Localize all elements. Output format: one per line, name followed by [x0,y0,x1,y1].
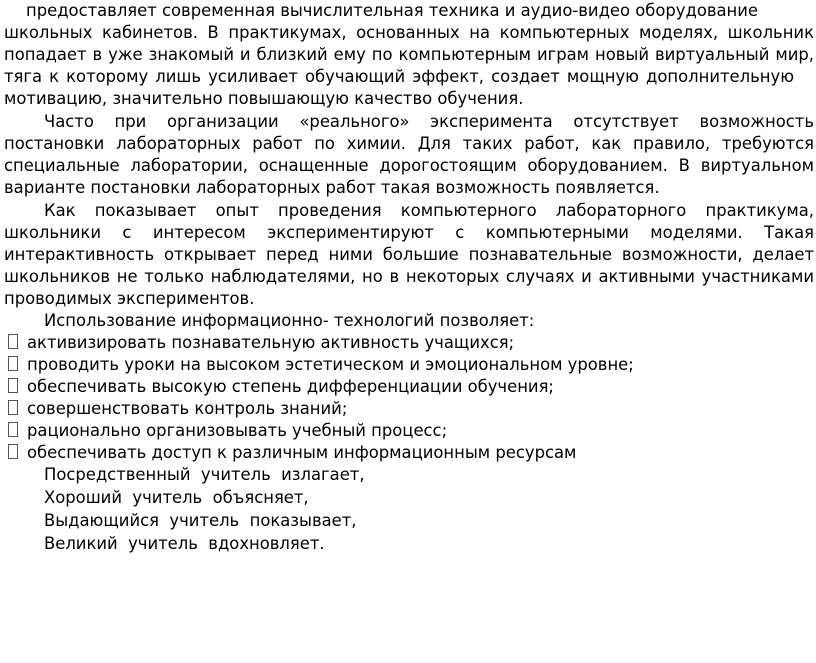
paragraph-2-line-4: варианте постановки лабораторных работ такая возможность появляется. [4,178,660,197]
bullet-box-icon [8,422,18,437]
list-item-text: обеспечивать высокую степень дифференциации обучения; [27,377,554,396]
list-item-text: обеспечивать доступ к различным информационным ресурсам [27,443,577,462]
bullet-box-icon [8,356,18,371]
bullet-box-icon [8,334,18,349]
paragraph-2-line-2: постановки лабораторных работ по химии. Для таких работ, как правило, требуются [4,134,814,153]
list-item-text: активизировать познавательную активность учащихся; [27,333,515,352]
bullet-box-icon [8,378,18,393]
list-item [8,420,447,442]
list-intro: Использование информационно- технологий позволяет: [44,311,535,330]
paragraph-2-line-3: специальные лаборатории, оснащенные дорогостоящим оборудованием. В виртуальном [4,156,814,175]
list-item [8,332,514,354]
list-item-text: рационально организовывать учебный процесс; [27,421,448,440]
paragraph-1-line-5: мотивацию, значительно повышающую качество обучения. [4,89,524,108]
quote-line-4: Великий учитель вдохновляет. [44,534,325,553]
paragraph-2-line-1: Часто при организации «реального» эксперимента отсутствует возможность [44,112,814,131]
list-item [8,442,576,464]
list-item-text: совершенствовать контроль знаний; [27,399,348,418]
paragraph-3-line-4: школьников не только наблюдателями, но в некоторых случаях и активными участниками [4,267,814,286]
paragraph-3-line-2: школьники с интересом экспериментируют с компьютерными моделями. Такая [4,223,814,242]
paragraph-1-line-1: предоставляет современная вычислительная техника и аудио-видео оборудование [26,1,759,20]
quote-line-3: Выдающийся учитель показывает, [44,511,357,530]
list-item [8,376,554,398]
list-item [8,354,634,376]
quote-line-1: Посредственный учитель излагает, [44,465,365,484]
list-item-text: проводить уроки на высоком эстетическом и эмоциональном уровне; [27,355,634,374]
paragraph-3-line-1: Как показывает опыт проведения компьютерного лабораторного практикума, [44,201,814,220]
paragraph-1-line-4: тяга к которому лишь усиливает обучающий эффект, создает мощную дополнительную [4,67,794,86]
quote-line-2: Хороший учитель объясняет, [44,488,309,507]
paragraph-1-line-2: школьных кабинетов. В практикумах, основанных на компьютерных моделях, школьник [4,23,814,42]
list-item [8,398,347,420]
paragraph-3-line-5: проводимых экспериментов. [4,289,255,308]
paragraph-1-line-3: попадает в уже знакомый и близкий ему по компьютерным играм новый виртуальный мир, [4,45,814,64]
bullet-box-icon [8,444,18,459]
paragraph-3-line-3: интерактивность открывает перед ними большие познавательные возможности, делает [4,245,814,264]
bullet-box-icon [8,400,18,415]
